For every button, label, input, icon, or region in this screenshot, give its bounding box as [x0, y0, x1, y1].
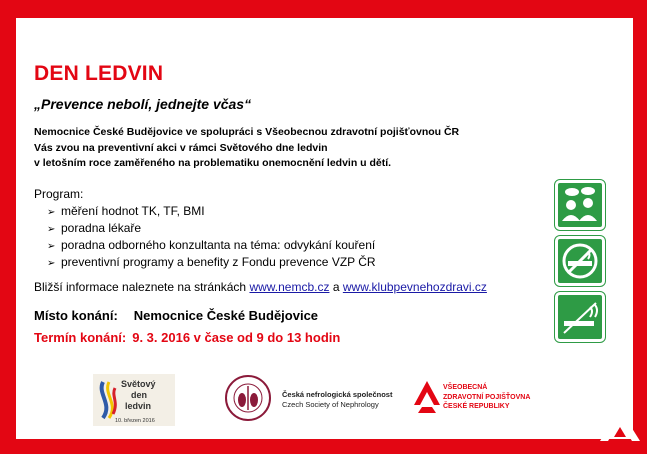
list-item — [47, 220, 376, 237]
logo-text: Česká nefrologická společnost — [282, 390, 393, 399]
link-klubpevnehozdravi[interactable]: www.klubpevnehozdravi.cz — [342, 280, 487, 294]
nephrology-society-seal — [222, 374, 274, 422]
program-item: poradna odborného konzultanta na téma: odvykání kouření — [61, 238, 376, 252]
bullet-arrow-icon: ➢ — [47, 207, 56, 218]
venue-label: Místo konání: — [34, 308, 118, 323]
intro-line: v letošním roce zaměřeného na problematiku onemocnění ledvin u dětí. — [34, 157, 392, 169]
nephrology-society-name — [282, 390, 392, 410]
program-label: Program: — [34, 187, 84, 201]
consultation-icon — [555, 180, 605, 230]
event-date — [34, 330, 340, 345]
logo-text: Czech Society of Nephrology — [282, 400, 379, 409]
list-item — [47, 203, 376, 220]
list-item — [47, 237, 376, 254]
program-item: poradna lékaře — [61, 221, 142, 235]
program-item: měření hodnot TK, TF, BMI — [61, 204, 205, 218]
world-kidney-day-logo — [93, 374, 175, 426]
info-line — [34, 280, 487, 294]
logo-text: ZDRAVOTNÍ POJIŠŤOVNA — [443, 393, 531, 401]
bullet-arrow-icon: ➢ — [47, 224, 56, 235]
info-connector: a — [332, 280, 340, 294]
intro-text — [34, 125, 459, 172]
intro-line: Vás zvou na preventivní akci v rámci Světového dne ledvin — [34, 141, 328, 154]
venue — [34, 308, 318, 323]
logo-text: ČESKÉ REPUBLIKY — [443, 403, 510, 410]
bullet-arrow-icon: ➢ — [47, 241, 56, 252]
program-item: preventivní programy a benefity z Fondu prevence VZP ČR — [61, 255, 376, 269]
venue-value: Nemocnice České Budějovice — [133, 308, 319, 323]
vzp-name — [443, 383, 530, 412]
date-value: 9. 3. 2016 v čase od 9 do 13 hodin — [132, 330, 341, 345]
program-list — [47, 203, 376, 271]
vzp-logo — [414, 381, 440, 413]
list-item — [47, 254, 376, 271]
vzp-corner-logo — [598, 405, 642, 445]
info-text: Bližší informace naleznete na stránkách — [34, 280, 247, 294]
logo-text: den — [131, 390, 148, 400]
logo-text: VŠEOBECNÁ — [443, 384, 488, 391]
date-label: Termín konání: — [34, 330, 127, 345]
logo-text: ledvin — [125, 401, 152, 411]
page-title: DEN LEDVIN — [34, 62, 164, 85]
logo-date: 10. březen 2016 — [115, 418, 155, 424]
link-nemcb[interactable]: www.nemcb.cz — [249, 280, 330, 294]
intro-line: Nemocnice České Budějovice ve spolupráci s Všeobecnou zdravotní pojišťovnou ČR — [34, 126, 460, 138]
smoking-cessation-icon — [555, 292, 605, 342]
slogan: „Prevence nebolí, jednejte včas“ — [34, 96, 252, 112]
bullet-arrow-icon: ➢ — [47, 258, 56, 269]
logo-text: Světový — [121, 379, 156, 389]
no-smoking-icon — [555, 236, 605, 286]
